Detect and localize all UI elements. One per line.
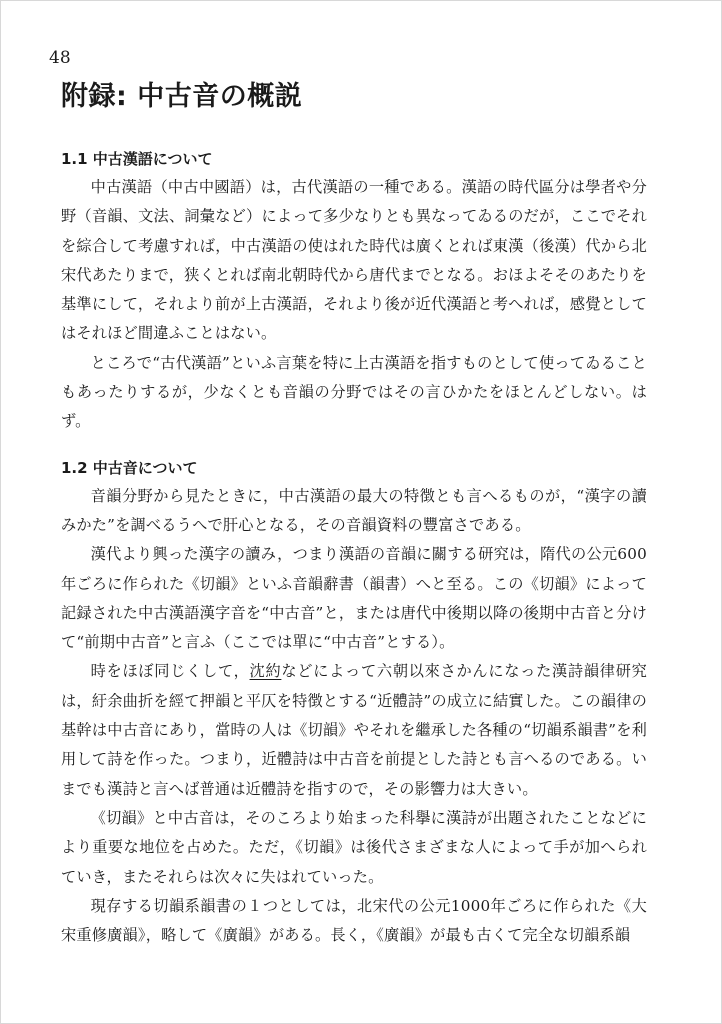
paragraph-text: などによって六朝以來さかんになった漢詩韻律研究は，紆余曲折を經て押韻と平仄を特徴とする“近體詩”の成立に結實した。この韻律の基幹は中古音にあり，當時の人は《切韻》やそれを繼承した各種の“切韻系韻書”を利用して詩を作った。つまり，近體詩は中古音を前提とした詩とも言へるのである。いまでも漢詩と言へば普通は近體詩を指すので，その影響力は大きい。 — [61, 662, 647, 798]
section-heading: 1.2 中古音について — [61, 458, 198, 477]
paragraph-text: 時をほぼ同じくして， — [90, 662, 250, 681]
paragraph — [61, 657, 647, 803]
underlined-name: 沈約 — [249, 662, 282, 681]
chapter-title: 附録: 中古音の概説 — [61, 81, 303, 112]
page-body — [61, 147, 647, 950]
paragraph: 漢代より興った漢字の讀み，つまり漢語の音韻に關する研究は，隋代の公元600年ごろに作られた《切韻》といふ音韻辭書（韻書）へと至る。この《切韻》によって記録された中古漢語漢字音を“中古音”と，または唐代中後期以降の後期中古音と分けて“前期中古音”と言ふ（ここでは單に“中古音”とする）。 — [61, 545, 647, 652]
section-1-1 — [61, 147, 647, 437]
section-heading: 1.1 中古漢語について — [61, 150, 213, 168]
paragraph: 現存する切韻系韻書の１つとしては，北宋代の公元1000年ごろに作られた《大宋重修廣韻》，略して《廣韻》がある。長く，《廣韻》が最も古くて完全な切韻系韻 — [61, 896, 647, 945]
paragraph: 音韻分野から見たときに，中古漢語の最大の特徴とも言へるものが，“漢字の讀みかた”を調べるうへで肝心となる，その音韻資料の豐富さである。 — [61, 486, 647, 534]
paragraph: 中古漢語（中古中國語）は，古代漢語の一種である。漢語の時代區分は學者や分野（音韻、文法、詞彙など）によって多少なりとも異なってゐるのだが，ここでそれを綜合して考慮すれば，中古漢語の使はれた時代は廣くとれば東漢（後漢）代から北宋代あたりまで，狭くとれば南北朝時代から唐代までとなる。おほよそそのあたりを基準にして，それより前が上古漢語，それより後が近代漢語と考へれば，感覺としてはそれほど間違ふことはない。 — [61, 178, 647, 343]
paragraph: ところで“古代漢語”といふ言葉を特に上古漢語を指すものとして使ってゐることもあったりするが，少なくとも音韻の分野ではその言ひかたをほとんどしない。はず。 — [61, 353, 647, 431]
page-number: 48 — [49, 48, 71, 68]
section-1-2 — [61, 456, 647, 951]
paragraph: 《切韻》と中古音は，そのころより始まった科擧に漢詩が出題されたことなどにより重要な地位を占めた。ただ，《切韻》は後代さまざまな人によって手が加へられていき，またそれらは次々に失はれていった。 — [61, 808, 647, 886]
